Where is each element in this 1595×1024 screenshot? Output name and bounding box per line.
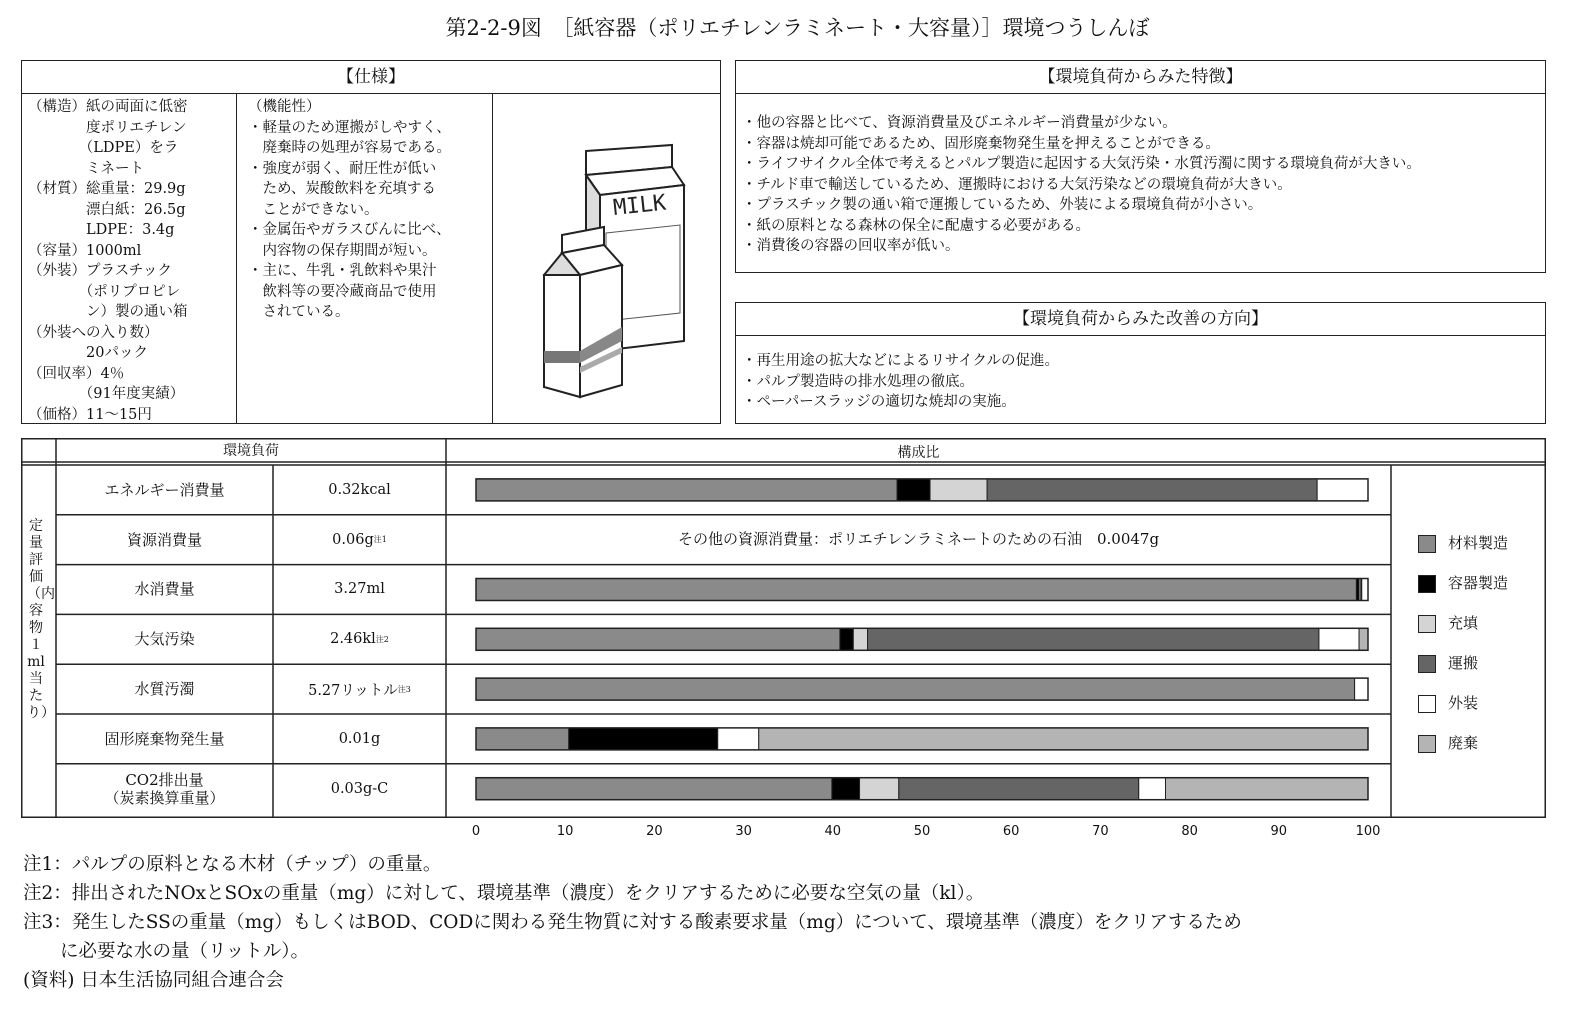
- bar-segment: [860, 778, 899, 800]
- x-tick-label: 100: [1355, 824, 1381, 839]
- chart-legend: [1418, 533, 1538, 773]
- row-label: CO2排出量 （炭素換算重量）: [104, 770, 225, 807]
- spec-panel: [21, 60, 721, 424]
- spec-header: 【仕様】: [22, 61, 720, 94]
- row-value: [273, 515, 446, 565]
- legend-label: 充填: [1448, 614, 1479, 632]
- improvement-header: 【環境負荷からみた改善の方向】: [736, 303, 1545, 336]
- row-value: [273, 465, 446, 515]
- row-value-text: 0.06g: [332, 531, 374, 548]
- lca-table: [21, 438, 1546, 818]
- row-value-text: 5.27リットル: [308, 682, 398, 699]
- row-value-text: 0.32kcal: [328, 481, 391, 498]
- bar-segment: [899, 778, 1139, 800]
- legend-item: [1418, 533, 1538, 573]
- row-value-text: 3.27ml: [334, 581, 385, 598]
- bar-segment: [853, 628, 867, 650]
- spec-divider-2: [492, 93, 493, 423]
- other-resource-text: その他の資源消費量：ポリエチレンラミネートのための石油 0.0047g: [677, 530, 1160, 548]
- features-header: 【環境負荷からみた特徴】: [736, 61, 1545, 94]
- carton-label: MILK: [612, 190, 668, 221]
- bar-segment: [987, 479, 1317, 501]
- bar-segment: [1362, 579, 1368, 601]
- features-panel: [735, 60, 1546, 273]
- improvement-text: ・再生用途の拡大などによるリサイクルの促進。 ・パルプ製造時の排水処理の徹底。 ・ペーパースラッジの適切な焼却の実施。: [742, 353, 1059, 410]
- legend-item: [1418, 733, 1538, 773]
- row-value-text: 0.01g: [338, 730, 381, 747]
- legend-item: [1418, 693, 1538, 733]
- bar-segment: [1317, 479, 1368, 501]
- legend-item: [1418, 573, 1538, 613]
- bar-segment: [476, 579, 1356, 601]
- legend-item: [1418, 613, 1538, 653]
- row-value-text: 2.46kl: [330, 631, 376, 648]
- spec-structure-text: （構造）紙の両面に低密 度ポリエチレン （LDPE）をラ ミネート （材質）総重量：29.9g 漂白紙：26.5g LDPE：3.4g （容量）1000ml （外装）プラスチック （ポリプロピレ ン）製の通い箱 （外装への入り数） 20パック （回収率）4％ （91年度実績） （価格）11～15円: [28, 99, 188, 423]
- bar-segment: [840, 628, 853, 650]
- row-value: [273, 764, 446, 814]
- bar-segment: [718, 728, 759, 750]
- legend-label: 外装: [1448, 694, 1479, 712]
- bar-segment: [1359, 628, 1368, 650]
- improvement-panel: [735, 302, 1546, 424]
- col-header-load: 環境負荷: [223, 443, 279, 459]
- page-title: 第2-2-9図 ［紙容器（ポリエチレンラミネート・大容量）］環境つうしんぼ: [445, 16, 1150, 40]
- bar-segment: [476, 479, 897, 501]
- x-tick-label: 90: [1270, 824, 1288, 839]
- x-tick-label: 20: [646, 824, 663, 839]
- footnote: (資料) 日本生活協同組合連合会: [23, 970, 284, 991]
- bar-segment: [1319, 628, 1359, 650]
- legend-swatch: [1418, 575, 1436, 593]
- bar-segment: [1355, 678, 1368, 700]
- bar-segment: [832, 778, 860, 800]
- legend-label: 廃棄: [1448, 734, 1479, 752]
- footnote: 注3：発生したSSの重量（mg）もしくはBOD、CODに関わる発生物質に対する酸素要求量（mg）について、環境基準（濃度）をクリアするため に必要な水の量（リットル）。: [23, 912, 1242, 962]
- x-tick-label: 10: [556, 824, 574, 839]
- side-label: 定量評価（内容物１ml当たり）: [27, 518, 55, 721]
- features-text: ・他の容器と比べて、資源消費量及びエネルギー消費量が少ない。 ・容器は焼却可能であるため、固形廃棄物発生量を押えることができる。 ・ライフサイクル全体で考えるとパルプ製造に起因する大気汚染・水質汚濁に関する環境負荷が大きい。 ・チルド車で輸送しているため、運搬時における大気汚染などの環境負荷が大きい。 ・プラスチック製の通い箱で運搬しているため、外装による環境負荷が小さい。 ・紙の原料となる森林の保全に配慮する必要がある。 ・消費後の容器の回収率が低い。: [742, 115, 1421, 254]
- x-tick-label: 70: [1092, 824, 1109, 839]
- legend-swatch: [1418, 615, 1436, 633]
- row-label: 大気汚染: [134, 630, 195, 649]
- legend-swatch: [1418, 535, 1436, 553]
- x-tick-label: 60: [1002, 824, 1020, 839]
- x-axis: [0, 820, 1595, 844]
- row-note-ref: 注1: [373, 535, 387, 545]
- legend-label: 運搬: [1448, 654, 1479, 672]
- row-label: 資源消費量: [126, 530, 202, 549]
- row-note-ref: 注2: [375, 634, 389, 644]
- row-label: 水消費量: [134, 580, 195, 599]
- row-label: 水質汚濁: [134, 680, 195, 699]
- bar-segment: [476, 678, 1355, 700]
- bar-segment: [897, 479, 930, 501]
- row-label: 固形廃棄物発生量: [104, 729, 225, 748]
- spec-divider-1: [236, 93, 237, 423]
- bar-segment: [1139, 778, 1166, 800]
- bar-segment: [476, 728, 569, 750]
- legend-label: 材料製造: [1448, 534, 1509, 552]
- legend-swatch: [1418, 695, 1436, 713]
- spec-function-text: （機能性） ・軽量のため運搬がしやすく、 廃棄時の処理が容易である。 ・強度が弱く、耐圧性が低い ため、炭酸飲料を充填する ことができない。 ・金属缶やガラスびんに比べ、 内容物の保存期間が短い。 ・主に、牛乳・乳飲料や果汁 飲料等の要冷蔵商品で使用 されている。: [248, 99, 451, 320]
- row-value: [273, 664, 446, 714]
- bar-segment: [569, 728, 718, 750]
- bar-segment: [476, 778, 832, 800]
- milk-carton-illustration: [522, 141, 712, 401]
- bar-segment: [476, 628, 840, 650]
- x-tick-label: 40: [824, 824, 842, 839]
- row-value-text: 0.03g-C: [330, 780, 389, 797]
- legend-swatch: [1418, 655, 1436, 673]
- row-value: [273, 565, 446, 615]
- legend-label: 容器製造: [1448, 574, 1509, 592]
- legend-item: [1418, 653, 1538, 693]
- row-value: [273, 614, 446, 664]
- footnote: 注2：排出されたNOxとSOxの重量（mg）に対して、環境基準（濃度）をクリアするために必要な空気の量（kl）。: [23, 883, 985, 904]
- notes: [23, 850, 1242, 995]
- row-note-ref: 注3: [397, 684, 411, 694]
- bar-segment: [1166, 778, 1368, 800]
- bar-segment: [930, 479, 987, 501]
- bar-segment: [868, 628, 1319, 650]
- row-label: エネルギー消費量: [104, 480, 225, 499]
- x-tick-label: 80: [1181, 824, 1198, 839]
- legend-swatch: [1418, 735, 1436, 753]
- x-tick-label: 30: [735, 824, 752, 839]
- row-value: [273, 714, 446, 764]
- bar-segment: [759, 728, 1368, 750]
- x-tick-label: 50: [913, 824, 931, 839]
- footnote: 注1：パルプの原料となる木材（チップ）の重量。: [23, 854, 442, 875]
- col-header-ratio: 構成比: [897, 445, 940, 461]
- x-tick-label: 0: [471, 824, 481, 839]
